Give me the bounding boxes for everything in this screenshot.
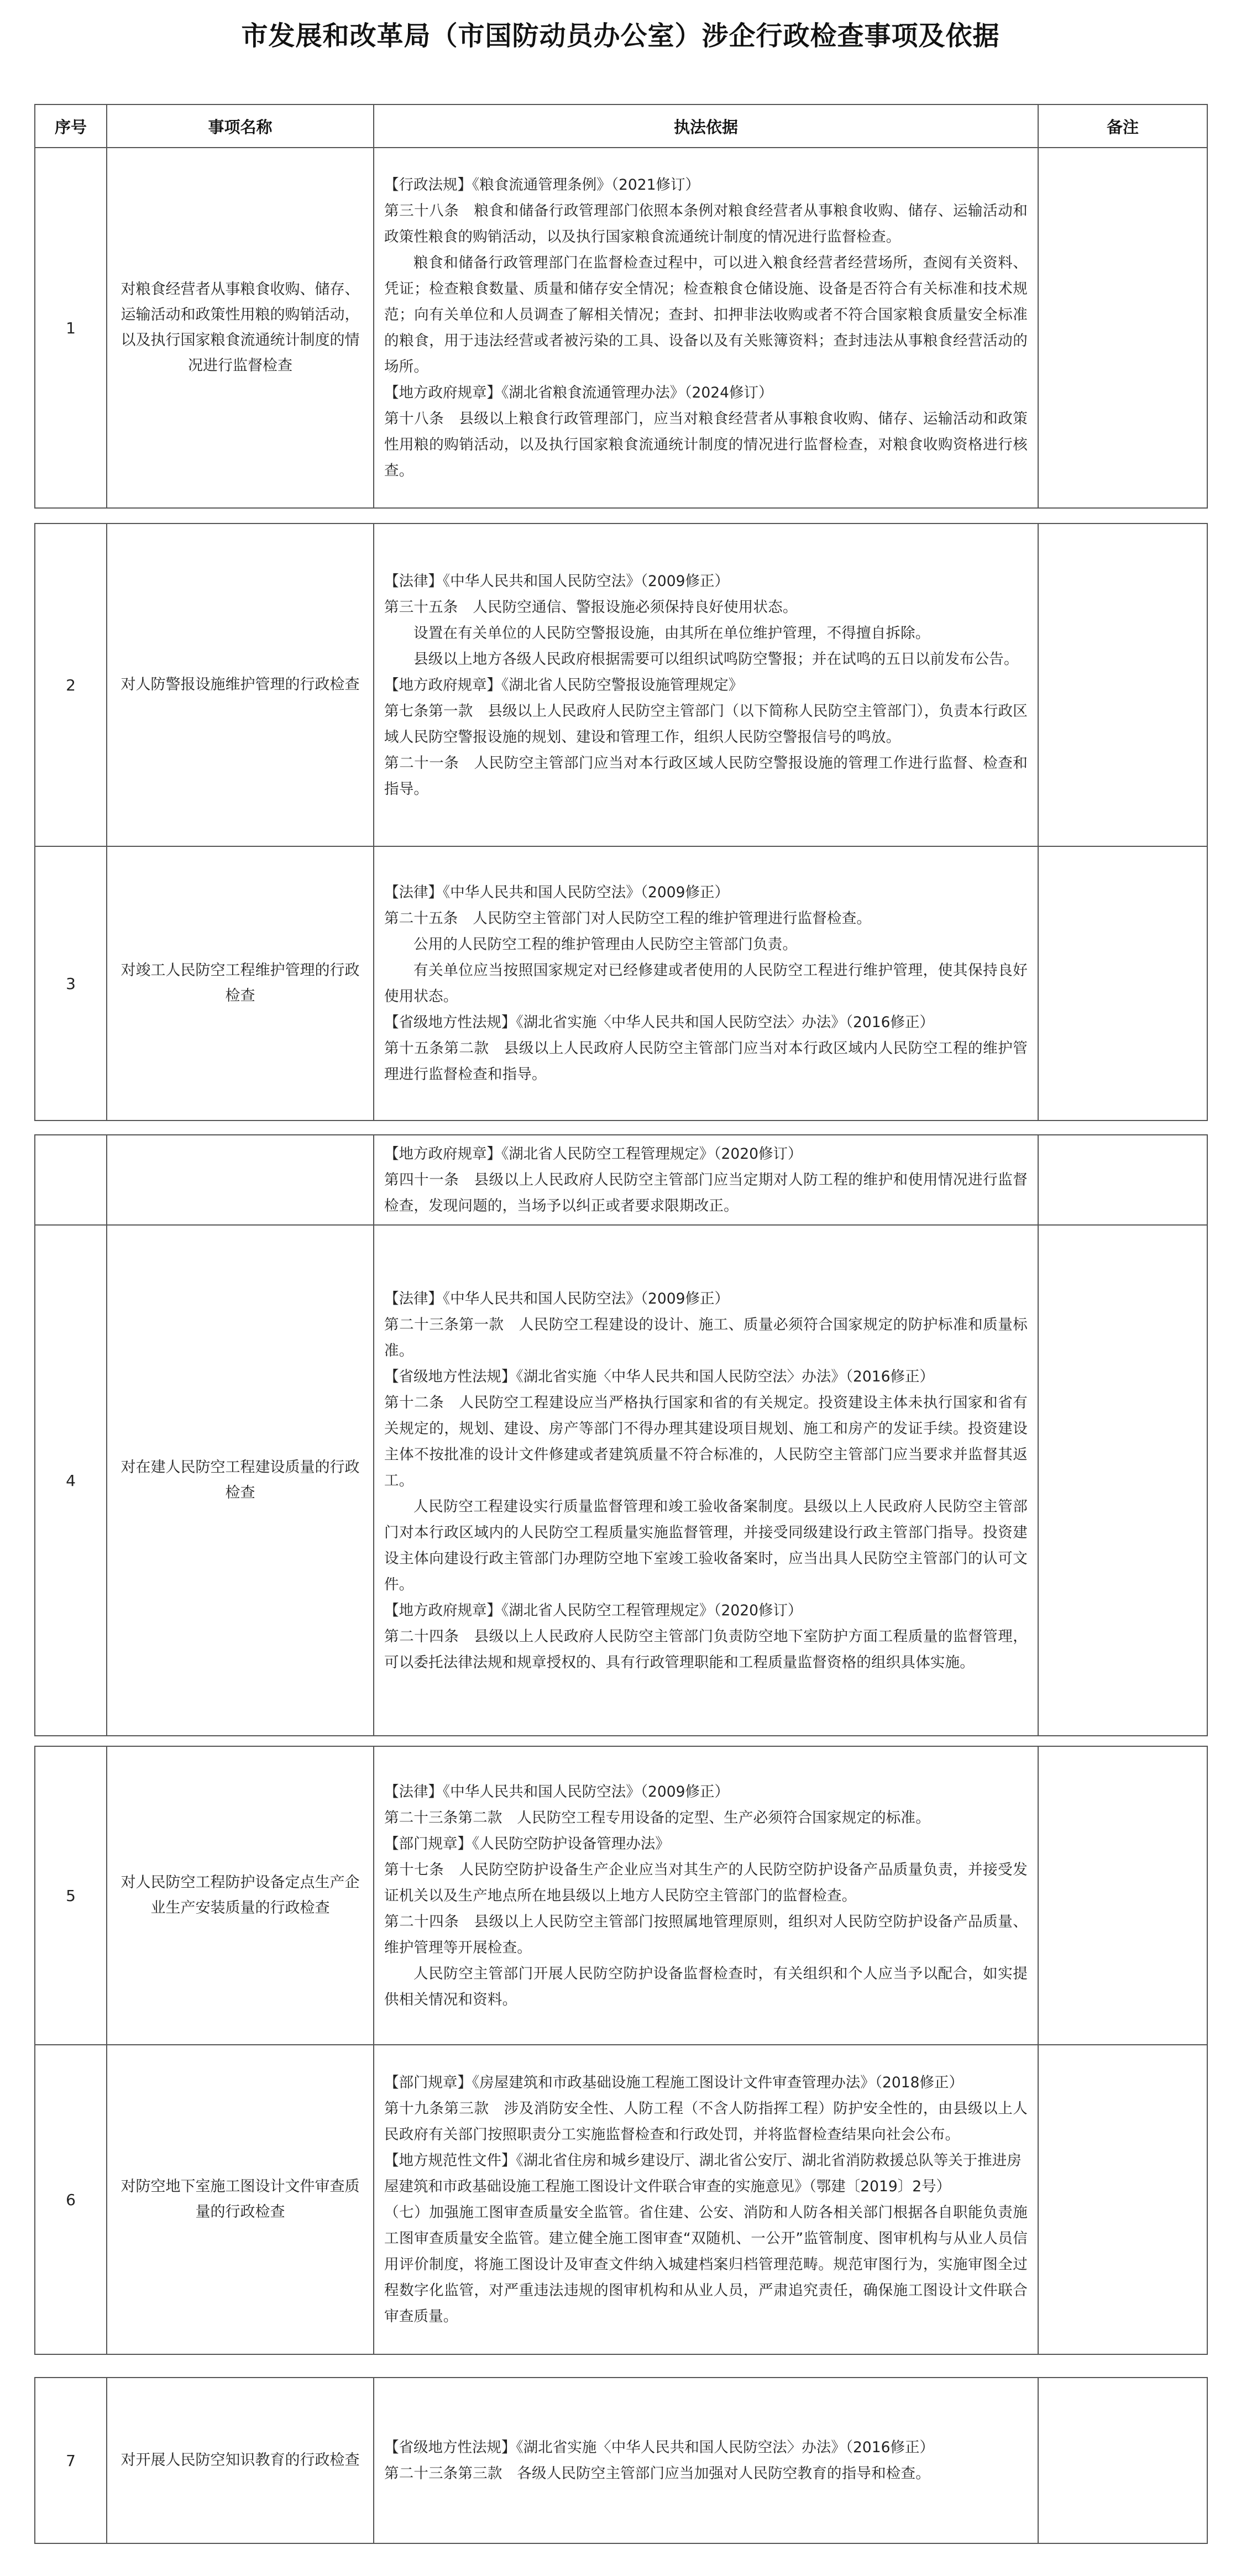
table-row — [35, 1746, 1207, 2045]
legal-article: 人民防空工程建设实行质量监督管理和竣工验收备案制度。县级以上人民政府人民防空主管部门对本行政区域内的人民防空工程质量实施监督管理，并接受同级建设行政主管部门指导。投资建设主体向建设行政主管部门办理防空地下室竣工验收备案时，应当出具人民防空主管部门的认可文件。 — [384, 1498, 1028, 1593]
legal-article: 第二十四条 县级以上人民防空主管部门按照属地管理原则，组织对人民防空防护设备产品质量、维护管理等开展检查。 — [384, 1913, 1028, 1956]
enforcement-basis — [374, 2378, 1038, 2543]
row-number: 3 — [35, 846, 107, 1121]
legal-source: 【省级地方性法规】《湖北省实施〈中华人民共和国人民防空法〉办法》（2016修正） — [384, 1368, 934, 1385]
enforcement-basis — [374, 846, 1038, 1121]
row-number: 7 — [35, 2378, 107, 2543]
legal-article: 第二十五条 人民防空主管部门对人民防空工程的维护管理进行监督检查。 — [384, 910, 872, 927]
legal-article: 第十九条第三款 涉及消防安全性、人防工程（不含人防指挥工程）防护安全性的，由县级以上人民政府有关部门按照职责分工实施监督检查和行政处罚，并将监督检查结果向社会公布。 — [384, 2100, 1028, 2143]
item-name: 对竣工人民防空工程维护管理的行政检查 — [107, 846, 374, 1121]
row-number: 5 — [35, 1746, 107, 2045]
legal-article: 公用的人民防空工程的维护管理由人民防空主管部门负责。 — [413, 936, 798, 953]
legal-article: 第二十三条第三款 各级人民防空主管部门应当加强对人民防空教育的指导和检查。 — [384, 2465, 930, 2482]
legal-article: 第二十四条 县级以上人民政府人民防空主管部门负责防空地下室防护方面工程质量的监督管理，可以委托法律法规和规章授权的、具有行政管理职能和工程质量监督资格的组织具体实施。 — [384, 1627, 1028, 1671]
legal-article: 第七条第一款 县级以上人民政府人民防空主管部门（以下简称人民防空主管部门），负责本行政区域人民防空警报设施的规划、建设和管理工作，组织人民防空警报信号的鸣放。 — [384, 702, 1028, 746]
row-number: 1 — [35, 148, 107, 508]
remarks-cell — [1038, 148, 1207, 508]
legal-source: 【行政法规】《粮食流通管理条例》（2021修订） — [384, 176, 700, 193]
legal-source: 【省级地方性法规】《湖北省实施〈中华人民共和国人民防空法〉办法》（2016修正） — [384, 1014, 934, 1031]
legal-article: （七）加强施工图审查质量安全监管。省住建、公安、消防和人防各相关部门根据各自职能负责施工图审查质量安全监管。建立健全施工图审查“双随机、一公开”监管制度、图审机构与从业人员信用评价制度，将施工图设计及审查文件纳入城建档案归档管理范畴。规范审图行为，实施审图全过程数字化监管，对严重违法违规的图审机构和从业人员，严肃追究责任，确保施工图设计文件联合审查质量。 — [384, 2204, 1028, 2325]
legal-source: 【法律】《中华人民共和国人民防空法》（2009修正） — [384, 1290, 729, 1307]
legal-source: 【地方政府规章】《湖北省粮食流通管理办法》（2024修订） — [384, 384, 773, 401]
table-header-row — [35, 104, 1207, 148]
table-row — [35, 1225, 1207, 1736]
remarks-cell — [1038, 1135, 1207, 1225]
legal-source: 【法律】《中华人民共和国人民防空法》（2009修正） — [384, 884, 729, 901]
legal-article: 人民防空主管部门开展人民防空防护设备监督检查时，有关组织和个人应当予以配合，如实提供相关情况和资料。 — [384, 1965, 1028, 2008]
legal-article: 第四十一条 县级以上人民政府人民防空主管部门应当定期对人防工程的维护和使用情况进行监督检查，发现问题的，当场予以纠正或者要求限期改正。 — [384, 1171, 1028, 1214]
page-title: 市发展和改革局（市国防动员办公室）涉企行政检查事项及依据 — [241, 20, 1000, 51]
legal-source: 【部门规章】《人民防空防护设备管理办法》 — [384, 1835, 670, 1852]
remarks-cell — [1038, 2045, 1207, 2354]
enforcement-basis — [374, 523, 1038, 846]
table-row — [35, 2045, 1207, 2354]
remarks-cell — [1038, 846, 1207, 1121]
legal-article: 第三十五条 人民防空通信、警报设施必须保持良好使用状态。 — [384, 598, 798, 616]
legal-article: 第二十三条第一款 人民防空工程建设的设计、施工、质量必须符合国家规定的防护标准和质量标准。 — [384, 1316, 1028, 1359]
header-no: 序号 — [35, 104, 107, 148]
legal-article: 第十五条第二款 县级以上人民政府人民防空主管部门应当对本行政区域内人民防空工程的维护管理进行监督检查和指导。 — [384, 1040, 1028, 1083]
legal-source: 【地方政府规章】《湖北省人民防空工程管理规定》（2020修订） — [384, 1601, 803, 1619]
remarks-cell — [1038, 2378, 1207, 2543]
legal-source: 【地方政府规章】《湖北省人民防空工程管理规定》（2020修订） — [384, 1145, 803, 1163]
enforcement-basis — [374, 2045, 1038, 2354]
legal-article: 第二十一条 人民防空主管部门应当对本行政区域人民防空警报设施的管理工作进行监督、检查和指导。 — [384, 754, 1028, 798]
item-name: 对人民防空工程防护设备定点生产企业生产安装质量的行政检查 — [107, 1746, 374, 2045]
enforcement-basis — [374, 1746, 1038, 2045]
legal-source: 【法律】《中华人民共和国人民防空法》（2009修正） — [384, 572, 729, 590]
table-row — [35, 2378, 1207, 2543]
item-name: 对人防警报设施维护管理的行政检查 — [107, 523, 374, 846]
enforcement-basis — [374, 1225, 1038, 1736]
remarks-cell — [1038, 1746, 1207, 2045]
item-name: 对粮食经营者从事粮食收购、储存、运输活动和政策性用粮的购销活动，以及执行国家粮食流通统计制度的情况进行监督检查 — [107, 148, 374, 508]
remarks-cell — [1038, 1225, 1207, 1736]
header-basis: 执法依据 — [374, 104, 1038, 148]
header-note: 备注 — [1038, 104, 1207, 148]
table-row — [35, 148, 1207, 508]
legal-article: 第十八条 县级以上粮食行政管理部门，应当对粮食经营者从事粮食收购、储存、运输活动和政策性用粮的购销活动，以及执行国家粮食流通统计制度的情况进行监督检查，对粮食收购资格进行核查。 — [384, 410, 1028, 479]
item-name: 对开展人民防空知识教育的行政检查 — [107, 2378, 374, 2543]
inspection-table-part-3 — [34, 1134, 1208, 1736]
legal-article: 粮食和储备行政管理部门在监督检查过程中，可以进入粮食经营者经营场所，查阅有关资料、凭证；检查粮食数量、质量和储存安全情况；检查粮食仓储设施、设备是否符合有关标准和技术规范；向有关单位和人员调查了解相关情况；查封、扣押非法收购或者不符合国家粮食质量安全标准的粮食，用于违法经营或者被污染的工具、设备以及有关账簿资料；查封违法从事粮食经营活动的场所。 — [384, 254, 1028, 375]
inspection-table-part-4 — [34, 1746, 1208, 2355]
inspection-table-part-2 — [34, 523, 1208, 1121]
header-name: 事项名称 — [107, 104, 374, 148]
legal-article: 第二十三条第二款 人民防空工程专用设备的定型、生产必须符合国家规定的标准。 — [384, 1809, 930, 1826]
legal-article: 第十二条 人民防空工程建设应当严格执行国家和省的有关规定。投资建设主体未执行国家和省有关规定的，规划、建设、房产等部门不得办理其建设项目规划、施工和房产的发证手续。投资建设主体不按批准的设计文件修建或者建筑质量不符合标准的，人民防空主管部门应当要求并监督其返工。 — [384, 1394, 1028, 1489]
legal-source: 【地方规范性文件】《湖北省住房和城乡建设厅、湖北省公安厅、湖北省消防救援总队等关于推进房屋建筑和市政基础设施工程施工图设计文件联合审查的实施意见》（鄂建〔2019〕2号） — [384, 2152, 1022, 2195]
legal-article: 第十七条 人民防空防护设备生产企业应当对其生产的人民防空防护设备产品质量负责，并接受发证机关以及生产地点所在地县级以上地方人民防空主管部门的监督检查。 — [384, 1861, 1028, 1904]
legal-article: 第三十八条 粮食和储备行政管理部门依照本条例对粮食经营者从事粮食收购、储存、运输活动和政策性粮食的购销活动，以及执行国家粮食流通统计制度的情况进行监督检查。 — [384, 202, 1028, 245]
inspection-table-part-1 — [34, 104, 1208, 509]
enforcement-basis — [374, 148, 1038, 508]
legal-article: 县级以上地方各级人民政府根据需要可以组织试鸣防空警报；并在试鸣的五日以前发布公告。 — [413, 650, 1019, 668]
remarks-cell — [1038, 523, 1207, 846]
legal-source: 【地方政府规章】《湖北省人民防空警报设施管理规定》 — [384, 676, 743, 694]
legal-source: 【部门规章】《房屋建筑和市政基础设施工程施工图设计文件审查管理办法》（2018修正） — [384, 2074, 964, 2091]
legal-article: 有关单位应当按照国家规定对已经修建或者使用的人民防空工程进行维护管理，使其保持良好使用状态。 — [384, 962, 1028, 1005]
item-name: 对防空地下室施工图设计文件审查质量的行政检查 — [107, 2045, 374, 2354]
enforcement-basis — [374, 1135, 1038, 1225]
row-number: 4 — [35, 1225, 107, 1736]
legal-source: 【法律】《中华人民共和国人民防空法》（2009修正） — [384, 1783, 729, 1800]
table-row-continued — [35, 1135, 1207, 1225]
row-number: 2 — [35, 523, 107, 846]
item-name: 对在建人民防空工程建设质量的行政检查 — [107, 1225, 374, 1736]
legal-article: 设置在有关单位的人民防空警报设施，由其所在单位维护管理，不得擅自拆除。 — [413, 624, 930, 642]
inspection-table-part-5 — [34, 2377, 1208, 2544]
legal-source: 【省级地方性法规】《湖北省实施〈中华人民共和国人民防空法〉办法》（2016修正） — [384, 2439, 934, 2456]
table-row — [35, 523, 1207, 846]
table-row — [35, 846, 1207, 1121]
row-number: 6 — [35, 2045, 107, 2354]
